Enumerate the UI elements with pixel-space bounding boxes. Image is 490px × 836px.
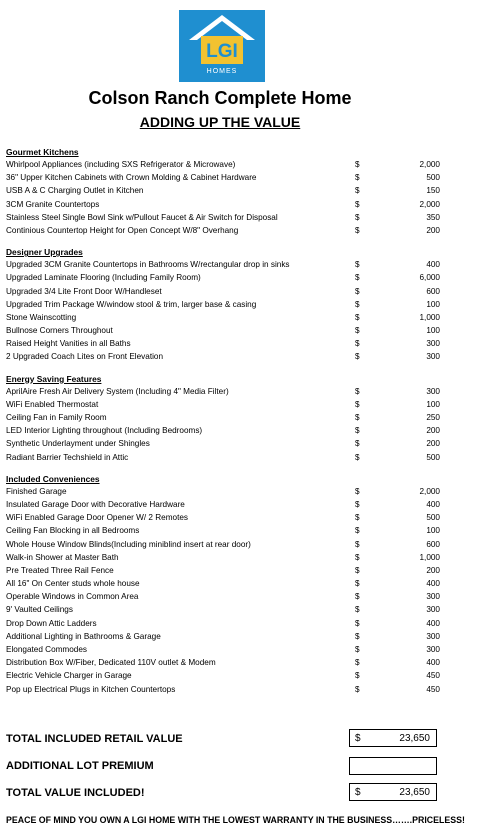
item-label: Elongated Commodes xyxy=(6,645,88,654)
line-item xyxy=(6,451,446,464)
total-value-box xyxy=(349,783,437,801)
line-item xyxy=(6,298,446,311)
line-item xyxy=(6,643,446,656)
item-amount: 500 xyxy=(426,452,440,462)
item-amount: 300 xyxy=(426,645,440,654)
line-item xyxy=(6,485,446,498)
section xyxy=(6,146,446,237)
line-item xyxy=(6,337,446,350)
item-currency: $ xyxy=(355,513,360,523)
item-label: Whirlpool Appliances (including SXS Refrigerator & Microwave) xyxy=(6,160,236,169)
item-amount: 400 xyxy=(426,499,440,509)
line-item xyxy=(6,398,446,411)
item-currency: $ xyxy=(355,413,360,422)
item-label: Insulated Garage Door with Decorative Hardware xyxy=(6,499,185,509)
item-label: Radiant Barrier Techshield in Attic xyxy=(6,452,129,462)
item-label: Bullnose Corners Throughout xyxy=(6,326,113,336)
total-retail-currency: $ xyxy=(355,733,361,744)
item-amount: 300 xyxy=(426,352,440,362)
item-amount: 600 xyxy=(426,286,440,296)
item-currency: $ xyxy=(355,399,360,409)
item-label: Finished Garage xyxy=(6,486,67,496)
item-label: 2 Upgraded Coach Lites on Front Elevation xyxy=(6,352,164,362)
item-amount: 300 xyxy=(426,339,440,349)
item-currency: $ xyxy=(355,352,360,362)
item-label: Synthetic Underlayment under Shingles xyxy=(6,439,150,449)
section-title: Designer Upgrades xyxy=(6,247,83,258)
item-amount: 2,000 xyxy=(419,160,440,169)
section-title: Gourmet Kitchens xyxy=(6,147,79,157)
footer-tagline: PEACE OF MIND YOU OWN A LGI HOME WITH THE LOWEST WARRANTY IN THE BUSINESS…….PRICELESS! xyxy=(6,815,465,825)
item-currency: $ xyxy=(355,286,360,296)
item-amount: 100 xyxy=(426,326,440,336)
item-currency: $ xyxy=(355,326,360,336)
line-item xyxy=(6,198,446,211)
item-amount: 2,000 xyxy=(419,199,440,209)
item-label: 9' Vaulted Ceilings xyxy=(6,605,73,615)
page-title: Colson Ranch Complete Home xyxy=(88,88,352,108)
lot-premium-label: ADDITIONAL LOT PREMIUM xyxy=(6,760,154,772)
logo-text: LGI xyxy=(206,41,238,62)
line-item xyxy=(6,498,446,511)
page-subtitle: ADDING UP THE VALUE xyxy=(139,114,301,130)
item-amount: 600 xyxy=(426,539,440,549)
line-item xyxy=(6,350,446,363)
item-amount: 200 xyxy=(426,225,440,235)
logo-subtext: HOMES xyxy=(206,68,238,75)
item-currency: $ xyxy=(355,631,360,641)
line-item xyxy=(6,683,446,696)
item-currency: $ xyxy=(355,273,360,283)
item-currency: $ xyxy=(355,160,360,169)
item-amount: 450 xyxy=(426,671,440,681)
item-amount: 450 xyxy=(426,684,440,694)
item-currency: $ xyxy=(355,339,360,349)
item-amount: 300 xyxy=(426,631,440,641)
total-retail-label: TOTAL INCLUDED RETAIL VALUE xyxy=(6,733,183,745)
line-item xyxy=(6,158,446,171)
item-amount: 400 xyxy=(426,260,440,270)
section-title: Energy Saving Features xyxy=(6,373,102,384)
item-label: Stone Wainscotting xyxy=(6,312,77,322)
item-label: Continious Countertop Height for Open Concept W/8" Overhang xyxy=(6,225,239,235)
line-item xyxy=(6,603,446,616)
item-amount: 250 xyxy=(426,413,440,422)
section-title: Included Conveniences xyxy=(6,473,100,484)
line-item xyxy=(6,184,446,197)
item-currency: $ xyxy=(355,552,360,562)
item-label: Distribution Box W/Fiber, Dedicated 110V outlet & Modem xyxy=(6,658,216,668)
item-label: Whole House Window Blinds(Including miniblind insert at rear door) xyxy=(6,539,251,549)
item-amount: 1,000 xyxy=(419,552,440,562)
item-amount: 500 xyxy=(426,173,440,183)
item-currency: $ xyxy=(355,199,360,209)
item-currency: $ xyxy=(355,671,360,681)
item-label: Upgraded Laminate Flooring (Including Family Room) xyxy=(6,273,201,283)
line-item xyxy=(6,630,446,643)
item-amount: 500 xyxy=(426,513,440,523)
item-currency: $ xyxy=(355,618,360,628)
section xyxy=(6,373,446,464)
item-label: Operable Windows in Common Area xyxy=(6,592,139,602)
line-item xyxy=(6,171,446,184)
item-label: All 16" On Center studs whole house xyxy=(6,579,140,589)
item-label: Walk-in Shower at Master Bath xyxy=(6,552,119,562)
item-label: Pre Treated Three Rail Fence xyxy=(6,565,114,575)
item-label: Raised Height Vanities in all Baths xyxy=(6,339,131,349)
item-currency: $ xyxy=(355,605,360,615)
item-amount: 100 xyxy=(426,399,440,409)
item-amount: 100 xyxy=(426,526,440,536)
item-label: Ceiling Fan in Family Room xyxy=(6,413,107,422)
item-label: Electric Vehicle Charger in Garage xyxy=(6,671,132,681)
item-label: Upgraded Trim Package W/window stool & trim, larger base & casing xyxy=(6,299,257,309)
line-item xyxy=(6,617,446,630)
item-currency: $ xyxy=(355,225,360,235)
line-item xyxy=(6,551,446,564)
line-item xyxy=(6,258,446,271)
line-item xyxy=(6,511,446,524)
item-amount: 300 xyxy=(426,386,440,396)
item-amount: 200 xyxy=(426,439,440,449)
item-amount: 200 xyxy=(426,565,440,575)
item-amount: 100 xyxy=(426,299,440,309)
item-currency: $ xyxy=(355,299,360,309)
item-amount: 400 xyxy=(426,658,440,668)
line-item xyxy=(6,524,446,537)
item-currency: $ xyxy=(355,565,360,575)
line-item xyxy=(6,590,446,603)
item-amount: 300 xyxy=(426,605,440,615)
total-value-currency: $ xyxy=(355,787,361,798)
line-item xyxy=(6,411,446,424)
section xyxy=(6,246,446,364)
item-amount: 1,000 xyxy=(419,312,440,322)
item-currency: $ xyxy=(355,499,360,509)
line-item xyxy=(6,437,446,450)
item-currency: $ xyxy=(355,212,360,222)
item-label: 36" Upper Kitchen Cabinets with Crown Molding & Cabinet Hardware xyxy=(6,173,257,183)
item-label: 3CM Granite Countertops xyxy=(6,199,100,209)
feature-sections xyxy=(6,146,446,705)
item-amount: 400 xyxy=(426,579,440,589)
item-currency: $ xyxy=(355,386,360,396)
item-label: Pop up Electrical Plugs in Kitchen Countertops xyxy=(6,684,176,694)
item-currency: $ xyxy=(355,486,360,496)
item-amount: 6,000 xyxy=(419,273,440,283)
line-item xyxy=(6,564,446,577)
line-item xyxy=(6,285,446,298)
item-label: Additional Lighting in Bathrooms & Garage xyxy=(6,631,161,641)
line-item xyxy=(6,211,446,224)
item-amount: 350 xyxy=(426,212,440,222)
item-currency: $ xyxy=(355,539,360,549)
item-currency: $ xyxy=(355,312,360,322)
item-amount: 400 xyxy=(426,618,440,628)
item-amount: 150 xyxy=(426,186,440,196)
line-item xyxy=(6,538,446,551)
item-label: WiFi Enabled Thermostat xyxy=(6,399,99,409)
item-label: AprilAire Fresh Air Delivery System (Including 4" Media Filter) xyxy=(6,386,229,396)
item-currency: $ xyxy=(355,684,360,694)
item-currency: $ xyxy=(355,579,360,589)
item-amount: 300 xyxy=(426,592,440,602)
item-currency: $ xyxy=(355,439,360,449)
line-item xyxy=(6,424,446,437)
item-currency: $ xyxy=(355,426,360,436)
line-item xyxy=(6,385,446,398)
item-currency: $ xyxy=(355,645,360,654)
item-label: Stainless Steel Single Bowl Sink w/Pullout Faucet & Air Switch for Disposal xyxy=(6,212,278,222)
line-item xyxy=(6,311,446,324)
item-amount: 200 xyxy=(426,426,440,436)
item-label: WiFi Enabled Garage Door Opener W/ 2 Remotes xyxy=(6,513,189,523)
item-currency: $ xyxy=(355,592,360,602)
item-label: LED Interior Lighting throughout (Including Bedrooms) xyxy=(6,426,203,436)
item-amount: 2,000 xyxy=(419,486,440,496)
line-item xyxy=(6,656,446,669)
total-retail-box xyxy=(349,729,437,747)
line-item xyxy=(6,271,446,284)
item-currency: $ xyxy=(355,658,360,668)
total-value-amount: 23,650 xyxy=(399,787,430,798)
lot-premium-box xyxy=(349,757,437,775)
line-item xyxy=(6,577,446,590)
item-currency: $ xyxy=(355,260,360,270)
item-label: Upgraded 3/4 Lite Front Door W/Handleset xyxy=(6,286,162,296)
line-item xyxy=(6,224,446,237)
total-retail-amount: 23,650 xyxy=(399,733,430,744)
item-label: Drop Down Attic Ladders xyxy=(6,618,97,628)
item-label: Upgraded 3CM Granite Countertops in Bathrooms W/rectangular drop in sinks xyxy=(6,260,290,270)
item-currency: $ xyxy=(355,186,360,196)
item-currency: $ xyxy=(355,526,360,536)
item-label: Ceiling Fan Blocking in all Bedrooms xyxy=(6,526,140,536)
item-currency: $ xyxy=(355,452,360,462)
section xyxy=(6,473,446,696)
line-item xyxy=(6,324,446,337)
item-currency: $ xyxy=(355,173,360,183)
item-label: USB A & C Charging Outlet in Kitchen xyxy=(6,186,144,196)
line-item xyxy=(6,669,446,682)
total-value-label: TOTAL VALUE INCLUDED! xyxy=(6,787,145,799)
lgi-homes-logo xyxy=(179,10,265,82)
